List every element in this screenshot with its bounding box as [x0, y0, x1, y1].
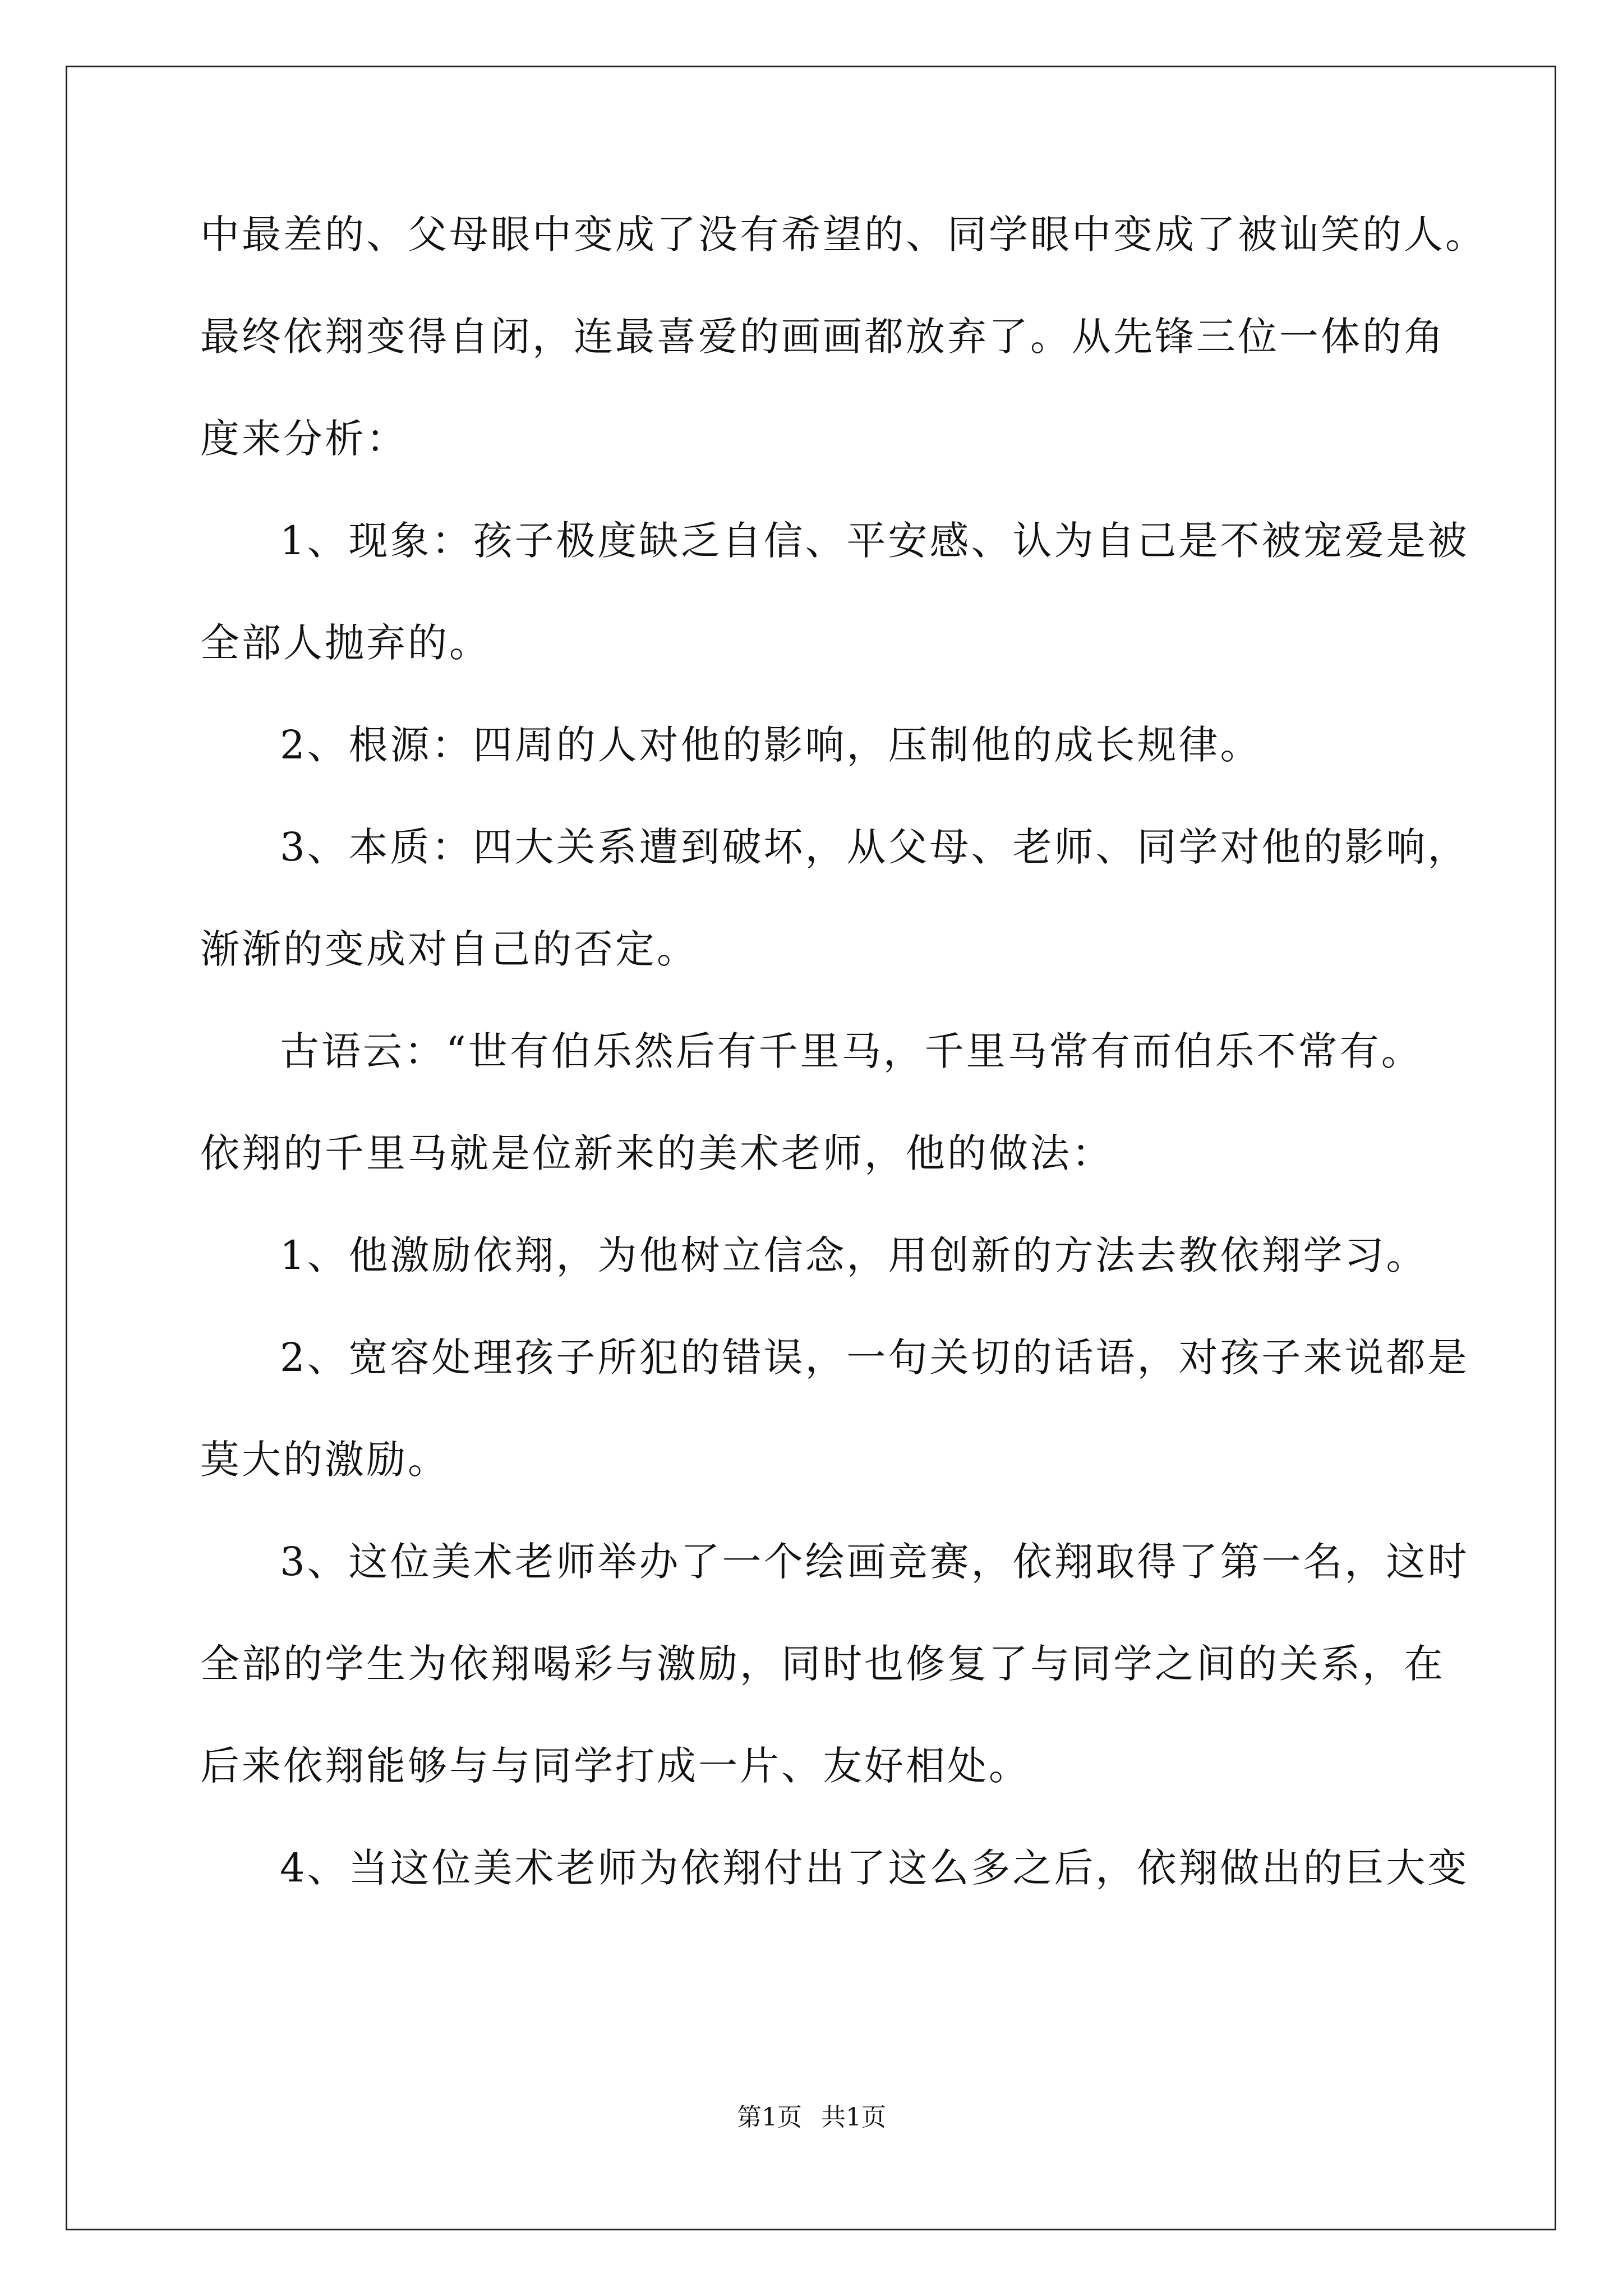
page-total: 共1页 [821, 2103, 886, 2132]
text-line: 渐渐的变成对自己的否定。 [200, 926, 698, 972]
text-line: 古语云：“世有伯乐然后有千里马，千里马常有而伯乐不常有。 [280, 1028, 1423, 1074]
text-line: 全部人抛弃的。 [200, 620, 491, 666]
page-footer [0, 2101, 1623, 2134]
text-line: 1、现象：孩子极度缺乏自信、平安感、认为自己是不被宠爱是被 [280, 518, 1469, 564]
text-line: 3、这位美术老师举办了一个绘画竞赛，依翔取得了第一名，这时 [280, 1539, 1469, 1585]
text-line: 4、当这位美术老师为依翔付出了这么多之后，依翔做出的巨大变 [280, 1845, 1469, 1891]
page-number: 第1页 [737, 2103, 802, 2132]
text-line: 1、他激励依翔，为他树立信念，用创新的方法去教依翔学习。 [280, 1232, 1428, 1278]
text-line: 2、宽容处理孩子所犯的错误，一句关切的话语，对孩子来说都是 [280, 1335, 1469, 1381]
text-line: 2、根源：四周的人对他的影响，压制他的成长规律。 [280, 722, 1262, 768]
text-line: 依翔的千里马就是位新来的美术老师，他的做法： [200, 1130, 1113, 1176]
text-line: 最终依翔变得自闭，连最喜爱的画画都放弃了。从先锋三位一体的角 [200, 314, 1445, 360]
text-line: 全部的学生为依翔喝彩与激励，同时也修复了与同学之间的关系，在 [200, 1641, 1445, 1687]
text-line: 中最差的、父母眼中变成了没有希望的、同学眼中变成了被讪笑的人。 [200, 211, 1487, 257]
text-line: 莫大的激励。 [200, 1437, 449, 1483]
text-line: 后来依翔能够与与同学打成一片、友好相处。 [200, 1743, 1030, 1789]
text-line: 3、本质：四大关系遭到破坏，从父母、老师、同学对他的影响， [280, 824, 1469, 870]
text-line: 度来分析： [200, 416, 408, 462]
